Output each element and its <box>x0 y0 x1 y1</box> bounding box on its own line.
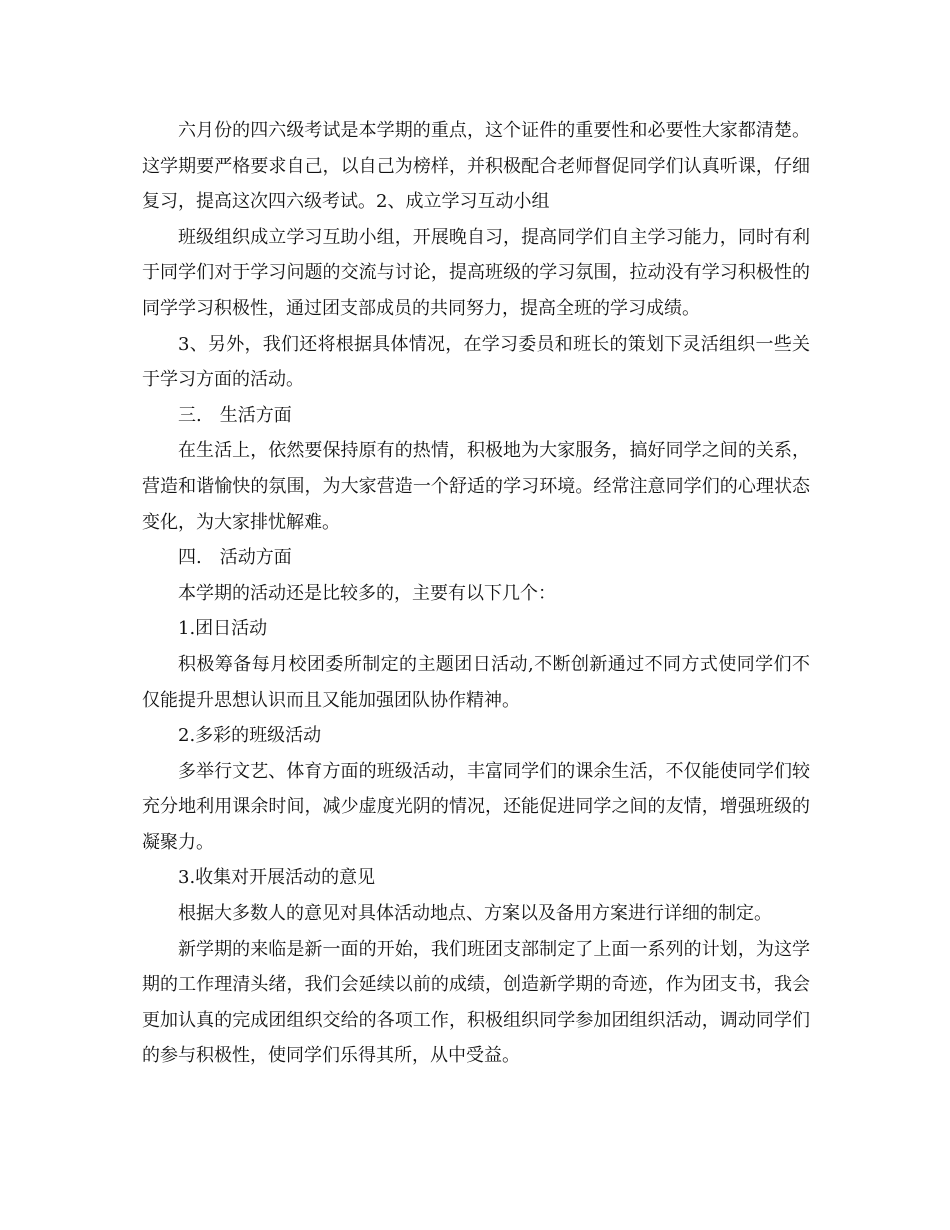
paragraph-conclusion: 新学期的来临是新一面的开始，我们班团支部制定了上面一系列的计划，为这学期的工作理清头绪，我们会延续以前的成绩，创造新学期的奇迹，作为团支书，我会更加认真的完成团组织交给的各项工作，积极组织同学参加团组织活动，调动同学们的参与积极性，使同学们乐得其所，从中受益。 <box>142 938 810 1067</box>
document-body <box>142 113 810 1074</box>
paragraph-cet-exam: 六月份的四六级考试是本学期的重点，这个证件的重要性和必要性大家都清楚。这学期要严格要求自己，以自己为榜样，并积极配合老师督促同学们认真听课，仔细复习，提高这次四六级考试。2、成立学习互动小组 <box>142 120 810 213</box>
subheading-class-activities: 2.多彩的班级活动 <box>178 725 322 747</box>
paragraph-activities-intro: 本学期的活动还是比较多的，主要有以下几个： <box>178 582 556 604</box>
subheading-league-day: 1.团日活动 <box>178 618 268 640</box>
paragraph-study-activities: 3、另外，我们还将根据具体情况，在学习委员和班长的策划下灵活组织一些关于学习方面的活动。 <box>142 333 810 391</box>
paragraph-league-day: 积极筹备每月校团委所制定的主题团日活动,不断创新通过不同方式使同学们不仅能提升思想认识而且又能加强团队协作精神。 <box>142 653 810 711</box>
paragraph-class-activities: 多举行文艺、体育方面的班级活动，丰富同学们的课余生活，不仅能使同学们较充分地利用课余时间，减少虚度光阴的情况，还能促进同学之间的友情，增强班级的凝聚力。 <box>142 760 810 853</box>
paragraph-study-groups: 班级组织成立学习互助小组，开展晚自习，提高同学们自主学习能力，同时有利于同学们对于学习问题的交流与讨论，提高班级的学习氛围，拉动没有学习积极性的同学学习积极性，通过团支部成员的共同努力，提高全班的学习成绩。 <box>142 226 810 319</box>
section-heading-activities: 四. 活动方面 <box>178 547 292 569</box>
section-heading-life: 三. 生活方面 <box>178 404 292 426</box>
paragraph-life: 在生活上，依然要保持原有的热情，积极地为大家服务，搞好同学之间的关系，营造和谐愉快的氛围，为大家营造一个舒适的学习环境。经常注意同学们的心理状态变化，为大家排忧解难。 <box>142 440 810 533</box>
subheading-collect-opinions: 3.收集对开展活动的意见 <box>178 867 376 889</box>
paragraph-collect-opinions: 根据大多数人的意见对具体活动地点、方案以及备用方案进行详细的制定。 <box>178 903 772 925</box>
